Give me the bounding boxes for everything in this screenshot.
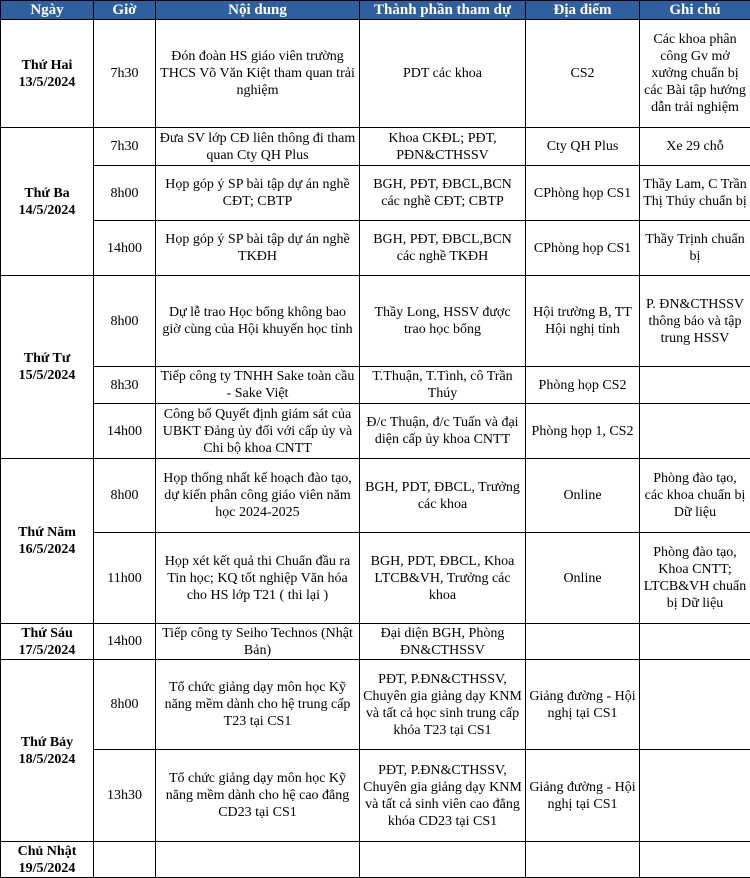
time-cell: 7h30 (94, 128, 156, 166)
day-name: Thứ Ba (24, 185, 70, 201)
participants-cell: BGH, PDT, ĐBCL, Trưởng các khoa (360, 459, 526, 533)
day-cell-thursday (1, 459, 94, 624)
time-cell: 11h00 (94, 533, 156, 624)
header-day: Ngày (1, 1, 94, 20)
location-cell: CPhòng họp CS1 (526, 221, 640, 276)
notes-cell (640, 367, 750, 404)
location-cell: Giảng đường - Hội nghị tại CS1 (526, 660, 640, 750)
location-cell (526, 842, 640, 878)
content-cell: Công bố Quyết định giám sát của UBKT Đảng ủy đối với cấp ủy và Chi bộ khoa CNTT (156, 404, 360, 459)
participants-cell: PĐT, P.ĐN&CTHSSV, Chuyên gia giảng dạy KNM và tất cả học sinh trung cấp khóa T23 tại CS1 (360, 660, 526, 750)
table-row (1, 128, 750, 166)
location-cell: Online (526, 459, 640, 533)
header-row (1, 1, 750, 20)
participants-cell: Đ/c Thuận, đ/c Tuấn và đại diện cấp ủy khoa CNTT (360, 404, 526, 459)
time-cell: 8h00 (94, 660, 156, 750)
participants-cell: PDT các khoa (360, 20, 526, 128)
table-row (1, 750, 750, 842)
day-name: Thứ Năm (18, 525, 76, 540)
day-name: Thứ Tư (23, 351, 71, 366)
content-cell: Họp thống nhất kế hoạch đào tạo, dự kiến phân công giáo viên năm học 2024-2025 (156, 459, 360, 533)
header-location: Địa điểm (526, 1, 640, 20)
time-cell: 8h00 (94, 276, 156, 367)
notes-cell (640, 624, 750, 660)
time-cell: 8h00 (94, 459, 156, 533)
notes-cell (640, 404, 750, 459)
notes-cell: Xe 29 chỗ (640, 128, 750, 166)
table-row (1, 221, 750, 276)
participants-cell: BGH, PDT, ĐBCL, Khoa LTCB&VH, Trưởng các khoa (360, 533, 526, 624)
table-row (1, 459, 750, 533)
location-cell: Phòng họp CS2 (526, 367, 640, 404)
notes-cell (640, 842, 750, 878)
location-cell: Cty QH Plus (526, 128, 640, 166)
content-cell: Đưa SV lớp CĐ liên thông đi tham quan Cty QH Plus (156, 128, 360, 166)
content-cell: Họp xét kết quả thi Chuẩn đầu ra Tin học; KQ tốt nghiệp Văn hóa cho HS lớp T21 ( thi lại ) (156, 533, 360, 624)
day-cell-saturday (1, 660, 94, 842)
day-cell-friday (1, 624, 94, 660)
participants-cell: Khoa CKĐL; PĐT, PĐN&CTHSSV (360, 128, 526, 166)
day-name: Thứ Sáu (21, 625, 73, 641)
participants-cell: BGH, PĐT, ĐBCL,BCN các nghề TKĐH (360, 221, 526, 276)
content-cell: Họp góp ý SP bài tập dự án nghề CĐT; CBTP (156, 166, 360, 221)
location-cell: Online (526, 533, 640, 624)
header-notes: Ghi chú (640, 1, 750, 20)
notes-cell: Các khoa phân công Gv mở xưởng chuẩn bị các Bài tập hướng dẫn trải nghiệm (640, 20, 750, 128)
notes-cell: Thầy Lam, C Trần Thị Thúy chuẩn bị (640, 166, 750, 221)
time-cell: 14h00 (94, 404, 156, 459)
day-date: 18/5/2024 (18, 751, 76, 767)
table-row (1, 533, 750, 624)
table-row (1, 367, 750, 404)
participants-cell: BGH, PĐT, ĐBCL,BCN các nghề CĐT; CBTP (360, 166, 526, 221)
day-cell-sunday (1, 842, 94, 878)
table-row (1, 660, 750, 750)
time-cell: 13h30 (94, 750, 156, 842)
day-cell-tuesday (1, 128, 94, 276)
day-name: Chủ Nhật (17, 843, 77, 859)
header-participants: Thành phần tham dự (360, 1, 526, 20)
notes-cell: P. ĐN&CTHSSV thông báo và tập trung HSSV (640, 276, 750, 367)
location-cell: Phòng họp 1, CS2 (526, 404, 640, 459)
time-cell: 8h30 (94, 367, 156, 404)
participants-cell: PĐT, P.ĐN&CTHSSV, Chuyên gia giảng dạy KNM và tất cả sinh viên cao đẳng khóa CD23 tại CS1 (360, 750, 526, 842)
content-cell: Tiếp công ty TNHH Sake toàn cầu - Sake Việt (156, 367, 360, 404)
table-row (1, 404, 750, 459)
location-cell: Hội trường B, TT Hội nghị tỉnh (526, 276, 640, 367)
participants-cell: T.Thuận, T.Tình, cô Trần Thúy (360, 367, 526, 404)
table-row (1, 20, 750, 128)
day-cell-wednesday (1, 276, 94, 459)
time-cell: 7h30 (94, 20, 156, 128)
participants-cell (360, 842, 526, 878)
notes-cell (640, 750, 750, 842)
location-cell: CPhòng họp CS1 (526, 166, 640, 221)
content-cell: Tổ chức giảng dạy môn học Kỹ năng mềm dành cho hệ cao đẳng CD23 tại CS1 (156, 750, 360, 842)
table-row (1, 276, 750, 367)
time-cell: 14h00 (94, 221, 156, 276)
day-date: 19/5/2024 (18, 860, 76, 876)
day-name: Thứ Hai (21, 57, 73, 73)
time-cell (94, 842, 156, 878)
content-cell (156, 842, 360, 878)
day-date: 13/5/2024 (18, 74, 76, 90)
content-cell: Tổ chức giảng dạy môn học Kỹ năng mềm dành cho hệ trung cấp T23 tại CS1 (156, 660, 360, 750)
content-cell: Tiếp công ty Seiho Technos (Nhật Bản) (156, 624, 360, 660)
day-date: 14/5/2024 (18, 202, 76, 218)
content-cell: Dự lễ trao Học bổng không bao giờ cùng của Hội khuyến học tỉnh (156, 276, 360, 367)
notes-cell: Phòng đào tạo, các khoa chuẩn bị Dữ liệu (640, 459, 750, 533)
content-cell: Họp góp ý SP bài tập dự án nghề TKĐH (156, 221, 360, 276)
location-cell: CS2 (526, 20, 640, 128)
day-cell-monday (1, 20, 94, 128)
header-time: Giờ (94, 1, 156, 20)
table-row (1, 842, 750, 878)
day-date: 16/5/2024 (18, 542, 76, 557)
table-row (1, 624, 750, 660)
content-cell: Đón đoàn HS giáo viên trường THCS Võ Văn Kiệt tham quan trải nghiệm (156, 20, 360, 128)
day-date: 17/5/2024 (18, 642, 76, 658)
header-content: Nội dung (156, 1, 360, 20)
notes-cell (640, 660, 750, 750)
day-date: 15/5/2024 (18, 368, 76, 383)
location-cell: Giảng đường - Hội nghị tại CS1 (526, 750, 640, 842)
location-cell (526, 624, 640, 660)
table-row (1, 166, 750, 221)
time-cell: 8h00 (94, 166, 156, 221)
participants-cell: Thầy Long, HSSV được trao học bổng (360, 276, 526, 367)
notes-cell: Phòng đào tạo, Khoa CNTT; LTCB&VH chuẩn bị Dữ liệu (640, 533, 750, 624)
notes-cell: Thầy Trịnh chuẩn bị (640, 221, 750, 276)
participants-cell: Đại diện BGH, Phòng ĐN&CTHSSV (360, 624, 526, 660)
day-name: Thứ Bảy (20, 734, 74, 750)
time-cell: 14h00 (94, 624, 156, 660)
